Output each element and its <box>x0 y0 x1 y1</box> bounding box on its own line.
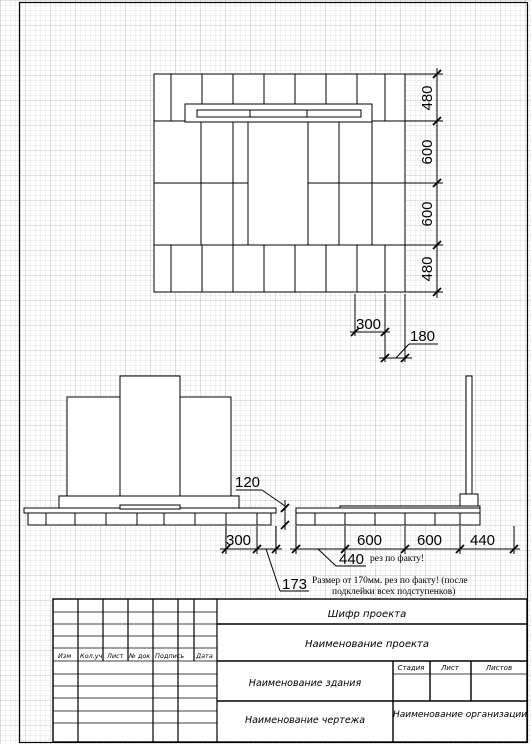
section-dim-440-right: 440 <box>470 532 496 549</box>
title-block <box>53 599 527 742</box>
tb-building-name: Наименование здания <box>248 678 362 689</box>
section-dim-173: 173 <box>282 576 308 593</box>
plan-dim-600-upper: 600 <box>419 139 436 165</box>
section-dim-300: 300 <box>226 532 252 549</box>
tb-col-data: Дата <box>196 652 213 660</box>
section-note-line1: Размер от 170мм. рез по факту! (после <box>312 576 468 586</box>
tb-sheets: Листов <box>485 664 513 672</box>
tb-stage: Стадия <box>397 664 425 672</box>
plan-dim-600-lower: 600 <box>419 201 436 227</box>
plan-dim-300: 300 <box>356 316 382 333</box>
tb-col-koluch: Кол.уч <box>80 652 103 660</box>
plan-dim-180: 180 <box>410 328 436 345</box>
tb-organization: Наименование организации <box>392 710 528 720</box>
tb-project-name: Наименование проекта <box>304 639 430 650</box>
section-dim-440-bottom: 440 <box>339 551 365 568</box>
section-note-line2: подклейки всех подступенков) <box>332 587 456 597</box>
plan-view <box>154 74 405 292</box>
plan-dim-480-bottom: 480 <box>419 256 436 282</box>
tb-col-izm: Изм <box>58 652 72 660</box>
tb-project-code: Шифр проекта <box>327 609 407 620</box>
plan-dim-480-top: 480 <box>419 85 436 111</box>
section-dim-600-b: 600 <box>417 532 443 549</box>
tb-col-ndok: № док <box>129 652 151 660</box>
section-dim-600-a: 600 <box>357 532 383 549</box>
tb-col-list: Лист <box>107 652 124 660</box>
tb-sheet: Лист <box>441 664 459 672</box>
tb-col-podpis: Подпись <box>155 652 185 660</box>
section-note-cut: рез по факту! <box>370 554 425 564</box>
section-dim-120: 120 <box>235 474 261 491</box>
tb-drawing-name: Наименование чертежа <box>244 715 366 726</box>
